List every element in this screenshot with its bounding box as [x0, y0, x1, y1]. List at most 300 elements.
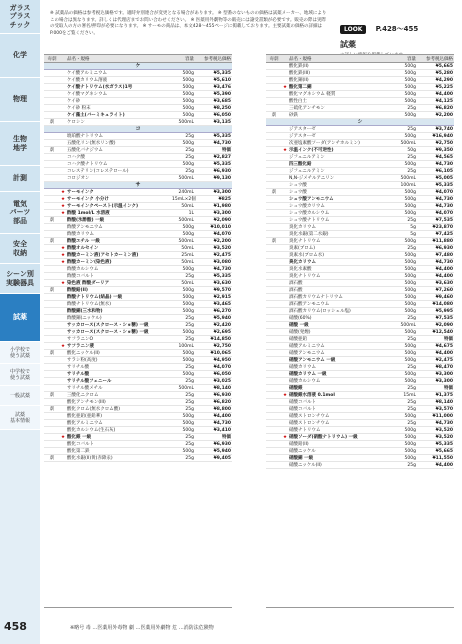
- cell-price: ¥4,125: [435, 99, 453, 104]
- table-row: [266, 259, 454, 266]
- cell-price: ¥1,375: [435, 393, 453, 398]
- cell-price: ¥23,870: [432, 225, 453, 230]
- cell-law: [266, 364, 282, 370]
- cell-price: ¥14,080: [432, 302, 453, 307]
- cell-price: ¥5,335: [213, 162, 231, 167]
- table-row: [44, 350, 232, 357]
- cell-cap: 500g: [404, 295, 416, 300]
- cell-cap: 25g: [407, 337, 416, 342]
- sidebar-tab-label: シーン別 実験器具: [6, 270, 34, 287]
- cell-name: 硝酸コバルト: [289, 407, 316, 412]
- cell-price: ¥4,675: [435, 344, 453, 349]
- header-price: 参考税込価格: [426, 56, 453, 62]
- cell-price: ¥10,010: [210, 225, 231, 230]
- cell-cap: 500g: [404, 351, 416, 356]
- cell-law: [44, 168, 60, 174]
- cell-price: ¥11,000: [432, 414, 453, 419]
- table-row: [266, 70, 454, 77]
- cell-cap: 500g: [404, 92, 416, 97]
- sidebar-tab-label: 試薬: [13, 313, 27, 322]
- cell-name: ジフェニルアミン: [289, 155, 325, 160]
- cell-law: [44, 224, 60, 230]
- table-row: [44, 385, 232, 392]
- cell-price: ¥2,090: [213, 218, 231, 223]
- sidebar-tab[interactable]: [0, 78, 40, 122]
- table-row: [44, 245, 232, 252]
- table-row: [266, 273, 454, 280]
- look-page-ref[interactable]: P.428～455: [375, 25, 419, 33]
- cell-name: 次亜塩素酸ソーダ(アンチホルミン): [289, 141, 360, 146]
- cell-law: [44, 231, 60, 237]
- table-row: [44, 259, 232, 266]
- cell-name: 臭化水銀(第二水銀): [289, 232, 329, 237]
- table-row: [266, 161, 454, 168]
- cell-law: [44, 378, 60, 384]
- cell-name: 硝酸ソーダ(硝酸ナトリウム) 一級: [289, 435, 358, 440]
- cell-price: ¥2,475: [213, 253, 231, 258]
- header-name: 品名・規格: [289, 56, 312, 62]
- cell-name: 硝酸カルシウム: [289, 379, 321, 384]
- cell-price: ¥2,090: [435, 323, 453, 328]
- table-row: [266, 301, 454, 308]
- cell-price: ¥3,520: [435, 428, 453, 433]
- cell-cap: 500g: [182, 162, 194, 167]
- cell-law: [266, 175, 282, 181]
- cell-price: ¥4,400: [435, 274, 453, 279]
- cell-name: ケイ酸アルミニウム: [67, 71, 107, 76]
- sidebar-tab-label: 計測: [13, 174, 27, 183]
- cell-name: ケロシン: [67, 120, 85, 125]
- table-row: [44, 84, 232, 91]
- cell-name: シュウ酸カリウム: [289, 204, 325, 209]
- cell-price: ¥2,695: [213, 330, 231, 335]
- table-row: [44, 238, 232, 245]
- cell-name: 硝酸ストロンチウム: [289, 414, 330, 419]
- cell-cap: 500g: [404, 414, 416, 419]
- cell-price: ¥8,140: [435, 400, 453, 405]
- table-row: [266, 378, 454, 385]
- cell-star: ★: [282, 85, 288, 90]
- sidebar-tab-label: 中学校で 使う試薬: [9, 368, 30, 381]
- cell-price: ¥5,335: [213, 134, 231, 139]
- sidebar-tab[interactable]: [0, 0, 40, 34]
- cell-cap: 500g: [404, 330, 416, 335]
- cell-price: ¥5,335: [213, 274, 231, 279]
- cell-price: ¥7,535: [435, 316, 453, 321]
- cell-name: 酒石酸: [289, 288, 303, 293]
- cell-cap: 500g: [182, 351, 194, 356]
- cell-law: [266, 84, 282, 90]
- cell-cap: 500g: [404, 134, 416, 139]
- cell-price: ¥2,420: [213, 323, 231, 328]
- cell-law: [266, 441, 282, 447]
- table-row: [44, 252, 232, 259]
- cell-price: ¥4,070: [213, 365, 231, 370]
- cell-law: [266, 140, 282, 146]
- cell-cap: 500g: [404, 260, 416, 265]
- cell-cap: 25g: [185, 365, 194, 370]
- cell-price: ¥3,300: [435, 379, 453, 384]
- table-row: [266, 392, 454, 399]
- cell-law: [44, 105, 60, 111]
- table-row: [266, 189, 454, 196]
- cell-cap: 240mL: [178, 190, 194, 195]
- table-row: [266, 112, 454, 119]
- cell-name: N,N-ジメチルアニリン: [289, 176, 335, 181]
- cell-cap: 500mL: [178, 239, 194, 244]
- cell-name: 硝酸鉛(II): [289, 442, 309, 447]
- cell-law: [266, 161, 282, 167]
- cell-name: 硝酸(発煙): [289, 330, 311, 335]
- cell-name: シュウ酸カルシウム: [289, 211, 330, 216]
- cell-cap: 500g: [182, 267, 194, 272]
- cell-cap: 500mL: [178, 386, 194, 391]
- cell-law: [266, 385, 282, 391]
- cell-name: 硝酸 一級: [289, 323, 309, 328]
- cell-name: 酢酸カリウム: [67, 232, 94, 237]
- table-row: [44, 91, 232, 98]
- cell-price: 特価: [222, 148, 231, 153]
- cell-cap: 50mL: [181, 204, 194, 209]
- cell-cap: 500g: [182, 92, 194, 97]
- table-row: [44, 231, 232, 238]
- cell-price: ¥3,135: [213, 120, 231, 125]
- table-row: [44, 224, 232, 231]
- cell-price: ¥6,050: [213, 113, 231, 118]
- cell-cap: 500g: [404, 302, 416, 307]
- cell-law: [44, 399, 60, 405]
- cell-cap: 25g: [185, 400, 194, 405]
- cell-price: ¥2,200: [435, 113, 453, 118]
- cell-cap: 500g: [404, 358, 416, 363]
- cell-name: 硝酸亜鉛: [289, 337, 307, 342]
- cell-cap: 500g: [182, 232, 194, 237]
- table-row: [266, 126, 454, 133]
- cell-law: [266, 455, 282, 461]
- cell-cap: 25g: [407, 155, 416, 160]
- cell-star: ★: [60, 435, 66, 440]
- cell-name: 酸化アルミニウム: [67, 421, 103, 426]
- cell-name: 酢酸(氷酢酸) 一級: [67, 218, 105, 223]
- cell-name: ケイ砂 粉末: [67, 106, 91, 111]
- cell-law: [44, 77, 60, 83]
- table-row: [44, 266, 232, 273]
- cell-cap: 500g: [182, 85, 194, 90]
- cell-cap: 25g: [407, 386, 416, 391]
- cell-price: ¥2,827: [213, 155, 231, 160]
- cell-cap: 500mL: [400, 176, 416, 181]
- cell-cap: 50mL: [181, 260, 194, 265]
- cell-price: ¥4,730: [213, 267, 231, 272]
- cell-cap: 500g: [404, 344, 416, 349]
- look-title: 試薬: [340, 40, 356, 49]
- cell-star: ★: [60, 190, 66, 195]
- cell-name: 酸化ニッケル(II): [67, 351, 100, 356]
- cell-name: ケイ酸ナトリウム(水ガラス)1号: [67, 85, 133, 90]
- cell-star: ★: [60, 344, 66, 349]
- cell-name: 臭素(ブロム): [289, 246, 316, 251]
- cell-law: [266, 434, 282, 440]
- header-price: 参考税込価格: [204, 56, 231, 62]
- cell-cap: 500g: [404, 442, 416, 447]
- cell-name: サフラニン液: [67, 344, 94, 349]
- cell-name: 琥珀酸ナトリウム: [67, 134, 103, 139]
- table-row: [44, 371, 232, 378]
- cell-law: [44, 154, 60, 160]
- cell-cap: 50g: [407, 148, 416, 153]
- cell-price: ¥7,480: [435, 253, 453, 258]
- table-row: [44, 294, 232, 301]
- cell-cap: 25g: [185, 379, 194, 384]
- table-row: [44, 140, 232, 147]
- cell-price: ¥10,065: [210, 351, 231, 356]
- cell-name: コロジオン: [67, 176, 90, 181]
- cell-name: 硝酸コバルト: [289, 400, 316, 405]
- cell-name: 酸化カルシウム(生石灰): [67, 428, 116, 433]
- cell-cap: 500g: [404, 85, 416, 90]
- cell-price: ¥11,550: [432, 456, 453, 461]
- cell-price: ¥5,940: [213, 449, 231, 454]
- cell-law: [266, 406, 282, 412]
- cell-law: [44, 98, 60, 104]
- cell-law: [266, 217, 282, 223]
- cell-law: [266, 413, 282, 419]
- table-row: [44, 70, 232, 77]
- cell-law: [44, 210, 60, 216]
- cell-price: ¥5,665: [435, 449, 453, 454]
- sidebar-tab-label: 安全 収納: [13, 240, 27, 257]
- cell-name: 酢酸銅(三水和物): [67, 309, 103, 314]
- table-row: [44, 420, 232, 427]
- cell-law: [266, 273, 282, 279]
- cell-star: ★: [282, 148, 288, 153]
- cell-name: 硝酸カリウム 一級: [289, 372, 327, 377]
- cell-law: [44, 301, 60, 307]
- cell-name: ジアスターゼ: [289, 127, 316, 132]
- cell-law: [44, 364, 60, 370]
- sidebar-tab[interactable]: [0, 406, 40, 430]
- table-row: [44, 455, 232, 462]
- cell-name: 硝酸アンモニウム 一級: [289, 358, 336, 363]
- cell-price: ¥4,730: [435, 260, 453, 265]
- table-row: [266, 140, 454, 147]
- cell-price: ¥2,915: [213, 295, 231, 300]
- cell-cap: 500g: [182, 71, 194, 76]
- cell-law: 劇: [49, 288, 55, 293]
- cell-cap: 500g: [182, 78, 194, 83]
- cell-price: ¥3,685: [213, 99, 231, 104]
- cell-cap: 500g: [182, 309, 194, 314]
- table-row: [266, 91, 454, 98]
- sidebar-tab[interactable]: [0, 294, 40, 342]
- cell-cap: 500g: [404, 253, 416, 258]
- table-row: [266, 441, 454, 448]
- cell-cap: 15mL×2個: [172, 197, 196, 202]
- cell-name: 酸化水銀(II)黄(赤降汞): [67, 456, 113, 461]
- cell-name: 酸化クロム(無水クロム酸): [67, 407, 121, 412]
- cell-cap: 500mL: [178, 218, 194, 223]
- cell-price: ¥5,995: [435, 309, 453, 314]
- table-row: [44, 133, 232, 140]
- cell-name: 酢酸コバルト: [67, 274, 94, 279]
- cell-cap: 500g: [404, 267, 416, 272]
- sidebar-tab-label: 電気 パーツ 部品: [9, 199, 31, 225]
- cell-law: [266, 294, 282, 300]
- cell-name: ケイ砂: [67, 99, 81, 104]
- table-row: [266, 448, 454, 455]
- cell-name: 酢酸鉛(II): [67, 288, 88, 293]
- cell-price: ¥14,850: [210, 337, 231, 342]
- table-row: [266, 84, 454, 91]
- table-row: [266, 343, 454, 350]
- cell-price: ¥3,630: [435, 281, 453, 286]
- table-header: [266, 55, 454, 63]
- sidebar-tab[interactable]: [0, 122, 40, 166]
- cell-price: ¥5,390: [213, 92, 231, 97]
- cell-law: [266, 252, 282, 258]
- cell-price: ¥6,820: [435, 106, 453, 111]
- cell-cap: 500g: [182, 414, 194, 419]
- cell-law: [44, 133, 60, 139]
- cell-price: 特価: [444, 337, 453, 342]
- cell-star: ★: [60, 204, 66, 209]
- cell-law: 劇: [271, 239, 277, 244]
- cell-law: [44, 441, 60, 447]
- cell-law: [266, 462, 282, 468]
- sidebar-tab[interactable]: [0, 264, 40, 294]
- cell-law: [266, 357, 282, 363]
- cell-cap: 500g: [404, 435, 416, 440]
- cell-law: [266, 336, 282, 342]
- cell-price: ¥4,400: [435, 351, 453, 356]
- cell-law: [266, 448, 282, 454]
- sidebar-tab[interactable]: [0, 166, 40, 192]
- table-row: [266, 364, 454, 371]
- cell-name: 五酸化バナジウム: [67, 148, 103, 153]
- cell-name: ジフェニルアミン: [289, 169, 325, 174]
- table-row: [266, 322, 454, 329]
- table-row: [44, 175, 232, 182]
- cell-price: ¥5,335: [213, 71, 231, 76]
- cell-cap: 500g: [182, 449, 194, 454]
- cell-cap: 25g: [407, 127, 416, 132]
- cell-price: ¥3,410: [213, 428, 231, 433]
- table-row: [44, 406, 232, 413]
- cell-star: ★: [282, 393, 288, 398]
- table-row: [266, 154, 454, 161]
- cell-price: ¥3,740: [435, 127, 453, 132]
- cell-law: [266, 301, 282, 307]
- cell-law: [44, 161, 60, 167]
- cell-cap: 25g: [185, 456, 194, 461]
- table-row: [266, 63, 454, 70]
- table-row: [266, 294, 454, 301]
- cell-cap: 25g: [407, 169, 416, 174]
- cell-law: [44, 385, 60, 391]
- cell-price: ¥7,425: [435, 232, 453, 237]
- cell-cap: 25g: [185, 274, 194, 279]
- cell-cap: 500g: [404, 274, 416, 279]
- cell-law: [266, 427, 282, 433]
- table-row: [266, 238, 454, 245]
- cell-cap: 500mL: [178, 120, 194, 125]
- cell-law: [44, 175, 60, 181]
- table-row: [44, 196, 232, 203]
- cell-law: [266, 133, 282, 139]
- reagent-table-left: [44, 54, 232, 608]
- cell-price: ¥3,465: [213, 302, 231, 307]
- cell-cap: 25g: [185, 134, 194, 139]
- cell-law: [266, 350, 282, 356]
- cell-cap: 5g: [410, 232, 416, 237]
- cell-name: 酢酸アンモニウム: [67, 225, 103, 230]
- cell-name: シュウ酸: [289, 183, 307, 188]
- cell-cap: 25g: [407, 400, 416, 405]
- table-row: [266, 336, 454, 343]
- cell-price: ¥6,050: [213, 372, 231, 377]
- table-row: [44, 168, 232, 175]
- cell-name: 臭化水素酸: [289, 267, 312, 272]
- cell-star: ★: [60, 246, 66, 251]
- cell-price: ¥11,880: [432, 239, 453, 244]
- section-header: シ: [266, 119, 454, 126]
- cell-cap: 500g: [404, 379, 416, 384]
- table-row: [44, 287, 232, 294]
- sidebar-tab[interactable]: [0, 342, 40, 364]
- cell-price: ¥9,405: [213, 456, 231, 461]
- cell-name: 硝酸銀: [289, 386, 303, 391]
- cell-name: 酸化亜鉛(亜鉛華): [67, 414, 103, 419]
- cell-name: 臭化カリウム: [289, 225, 316, 230]
- cell-law: [266, 105, 282, 111]
- table-row: [266, 224, 454, 231]
- sidebar-tab[interactable]: [0, 364, 40, 386]
- table-row: [266, 462, 454, 469]
- table-row: [266, 182, 454, 189]
- cell-law: [266, 329, 282, 335]
- cell-price: ¥4,730: [435, 204, 453, 209]
- cell-price: ¥4,400: [435, 92, 453, 97]
- cell-name: 酸化銀 一級: [67, 435, 92, 440]
- cell-cap: 50mL: [181, 246, 194, 251]
- cell-law: 劇: [271, 113, 277, 118]
- sidebar-tab[interactable]: [0, 386, 40, 406]
- cell-name: 酒石酸アンモニウム: [289, 302, 330, 307]
- side-nav: [0, 0, 40, 644]
- table-row: [266, 455, 454, 462]
- cell-law: [266, 98, 282, 104]
- cell-cap: 500mL: [400, 141, 416, 146]
- cell-price: ¥4,400: [435, 267, 453, 272]
- cell-price: ¥4,290: [435, 78, 453, 83]
- cell-cap: 1L: [188, 211, 194, 216]
- cell-name: コハク酸: [67, 155, 85, 160]
- cell-name: サーモインクペースト(示温インク): [67, 204, 139, 209]
- sidebar-tab[interactable]: [0, 34, 40, 78]
- cell-price: ¥6,270: [213, 309, 231, 314]
- cell-price: ¥5,610: [213, 78, 231, 83]
- table-row: [266, 350, 454, 357]
- table-row: [44, 210, 232, 217]
- table-row: [266, 315, 454, 322]
- cell-price: ¥3,300: [435, 372, 453, 377]
- sidebar-tab[interactable]: [0, 234, 40, 264]
- cell-price: ¥3,080: [213, 260, 231, 265]
- sidebar-tab[interactable]: [0, 192, 40, 234]
- table-row: [266, 77, 454, 84]
- table-row: [266, 231, 454, 238]
- cell-price: ¥5,335: [435, 183, 453, 188]
